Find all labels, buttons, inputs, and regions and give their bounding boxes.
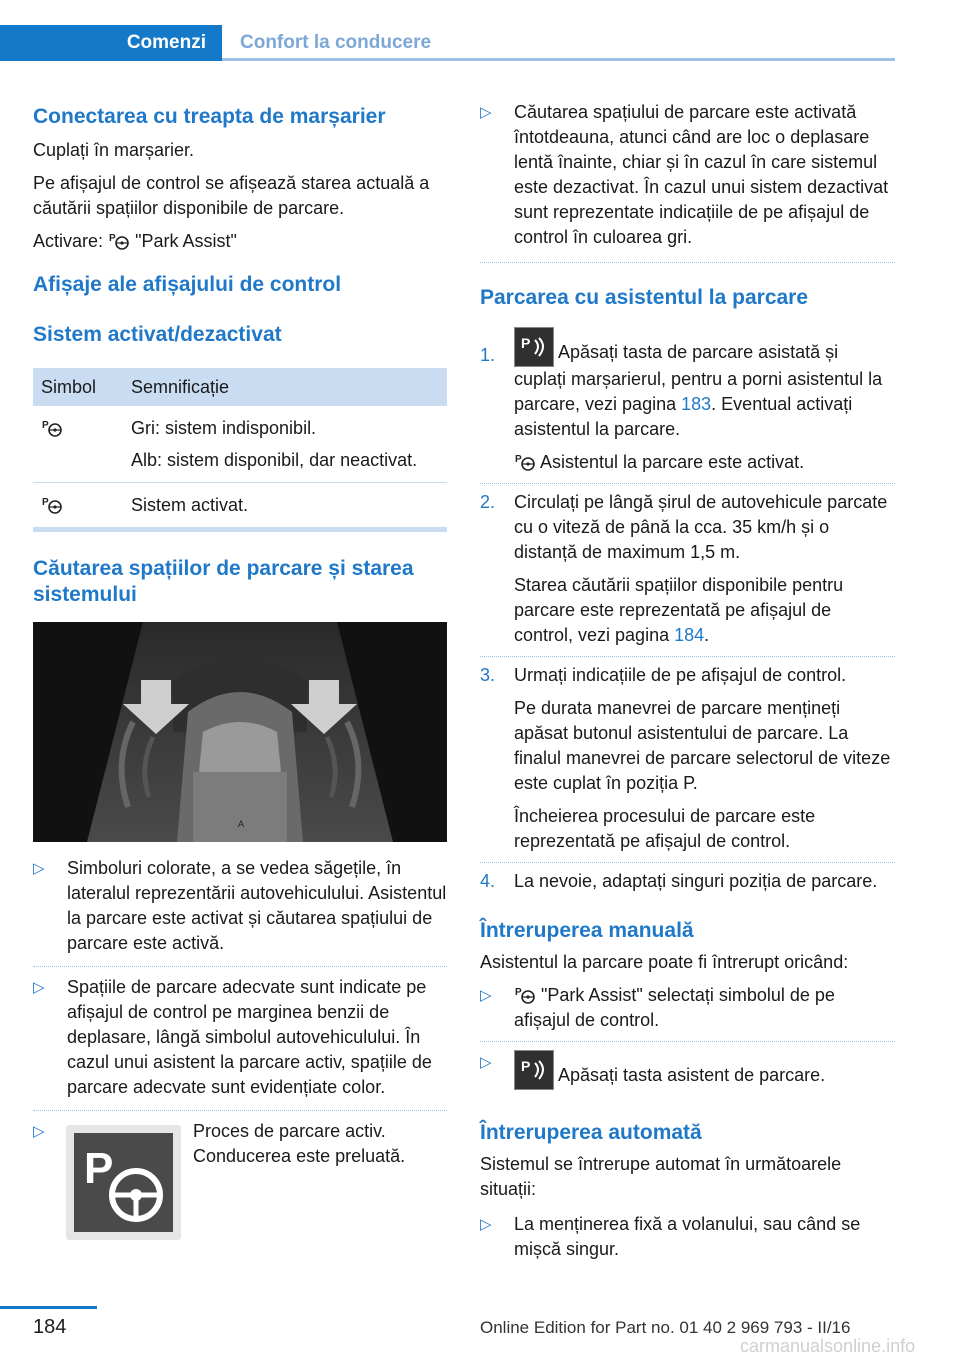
edition-text: Online Edition for Part no. 01 40 2 969 793 - II/16 <box>480 1318 851 1337</box>
tab-comenzi[interactable]: Comenzi <box>0 25 222 61</box>
triangle-bullet-icon: ▷ <box>480 104 492 121</box>
heading-control-display: Afișaje ale afișajului de control <box>33 273 342 296</box>
park-assist-icon <box>514 985 536 1005</box>
steps-list <box>480 327 895 894</box>
activation-value: "Park Assist" <box>135 231 237 251</box>
park-assist-button-icon <box>514 1050 554 1090</box>
step-3: 3. Urmați indicațiile de pe afișajul de control. Pe durata manevrei de parcare mențineți apăsat butonul asistentului de parcare. La finalul manevrei de parcare selectorul de viteze este cuplat în poziția P. Încheierea procesului de parcare este reprezentată pe afișajul de control. <box>480 657 895 863</box>
col-symbol: Simbol <box>33 368 123 406</box>
triangle-bullet-icon: ▷ <box>480 987 492 1004</box>
svg-text:P: P <box>521 335 531 351</box>
list-item <box>33 1111 447 1249</box>
list-item: ▷ Simboluri colorate, a se vedea săgețile, în lateralul reprezentării autovehiculului. Asistentul la parcare este activat și căutarea spațiului de parcare este activă. <box>33 856 447 967</box>
right-column <box>480 100 895 1262</box>
left-column <box>33 100 447 1249</box>
svg-text:P: P <box>42 497 49 508</box>
park-assist-icon <box>108 231 130 251</box>
list-item: ▷ La menținerea fixă a volanului, sau când se mișcă singur. <box>480 1214 861 1259</box>
meaning-white: Alb: sistem disponibil, dar neactivat. <box>131 450 418 470</box>
park-active-text: Proces de parcare activ. Conducerea este preluată. <box>193 1121 406 1166</box>
text-manual-interrupt: Asistentul la parcare poate fi întrerupt oricând: <box>480 952 849 972</box>
triangle-bullet-icon: ▷ <box>33 1123 45 1140</box>
svg-text:P: P <box>42 420 49 431</box>
tab-rule <box>222 58 895 61</box>
heading-parking-search: Căutarea spațiilor de parcare și starea sistemului <box>33 557 414 606</box>
park-active-large-icon <box>66 1125 181 1240</box>
meaning-grey: Gri: sistem indisponibil. <box>131 418 317 438</box>
triangle-bullet-icon: ▷ <box>480 1054 492 1071</box>
text-engage-reverse: Cuplați în marșarier. <box>33 140 195 160</box>
step-2: 2. Circulați pe lângă șirul de autovehicule parcate cu o viteză de până la cca. 35 km/h și o distanță de maximum 1,5 m. Starea căutării spațiilor disponibile pentru parcare este reprezentată pe afișajul de control, vezi pagina 184. <box>480 484 895 657</box>
table-bottom-rule <box>33 528 447 532</box>
triangle-bullet-icon: ▷ <box>480 1216 492 1233</box>
heading-manual-interrupt: Întreruperea manuală <box>480 919 694 942</box>
svg-text:P: P <box>515 987 522 998</box>
page-link-184[interactable]: 184 <box>674 625 705 645</box>
text-auto-interrupt: Sistemul se întrerupe automat în următoarele situații: <box>480 1154 842 1199</box>
list-item: ▷ P Apăsați tasta asistent de parcare. <box>480 1042 895 1090</box>
park-assist-active-icon <box>41 495 63 515</box>
park-assist-active-icon <box>514 452 536 472</box>
text-activation <box>33 229 447 254</box>
triangle-bullet-icon: ▷ <box>33 860 45 877</box>
list-item: ▷ Spațiile de parcare adecvate sunt indicate pe afișajul de control pe marginea benzii de deplasare, lângă simbolul autovehiculului. În cazul unui asistent la parcare activ, spațiile de parcare adecvate sunt evidențiate color. <box>33 967 447 1111</box>
svg-text:P: P <box>521 1058 531 1074</box>
park-assist-button-icon <box>514 327 554 367</box>
parking-display-image <box>33 622 447 842</box>
table-row <box>33 406 447 483</box>
table-header-row <box>33 368 447 406</box>
svg-text:P: P <box>515 454 522 465</box>
status-bullets <box>33 856 447 1249</box>
tab-confort[interactable]: Confort la conducere <box>240 32 432 53</box>
page-link-183[interactable]: 183 <box>681 394 712 414</box>
parking-display-illustration <box>33 622 447 842</box>
heading-reverse-gear: Conectarea cu treapta de marșarier <box>33 105 386 128</box>
svg-text:P: P <box>84 1144 114 1193</box>
text-display-status: Pe afișajul de control se afișează starea actuală a căutării spațiilor disponibile de parcare. <box>33 173 430 218</box>
footer-rule <box>0 1306 97 1309</box>
triangle-bullet-icon: ▷ <box>33 979 45 996</box>
svg-text:A: A <box>238 819 245 829</box>
list-item: ▷ P "Park Assist" selectați simbolul de pe afișajul de control. <box>480 983 895 1042</box>
step-1: 1. P Apăsați tasta de parcare asistată și cuplați marșarierul, pentru a porni asistentul la parcare, vezi pagina 183. Eventual activați asistentul la parcare. P Asistentul la parcare este activat. <box>480 327 895 484</box>
watermark: carmanualsonline.info <box>740 1336 916 1356</box>
symbol-table <box>33 368 447 528</box>
page-number: 184 <box>33 1316 67 1338</box>
list-item: ▷ Căutarea spațiului de parcare este activată întotdeauna, atunci când are loc o deplasare lentă înainte, chiar și în cazul în care sistemul este dezactivat. În cazul unui sistem dezactivat sunt reprezentate indicațiile de pe afișajul de control în culoarea gri. <box>480 100 895 263</box>
step-4: 4. La nevoie, adaptați singuri poziția de parcare. <box>480 871 878 891</box>
heading-auto-interrupt: Întreruperea automată <box>480 1121 702 1144</box>
meaning-active: Sistem activat. <box>123 483 447 528</box>
activation-label: Activare: <box>33 231 104 251</box>
svg-text:P: P <box>109 233 116 244</box>
heading-system-status: Sistem activat/dezactivat <box>33 323 282 346</box>
heading-parking-with-assist: Parcarea cu asistentul la parcare <box>480 286 809 309</box>
table-row <box>33 483 447 528</box>
park-assist-grey-icon <box>41 418 63 438</box>
chapter-tabbar <box>0 25 895 61</box>
col-meaning: Semnificație <box>123 368 447 406</box>
